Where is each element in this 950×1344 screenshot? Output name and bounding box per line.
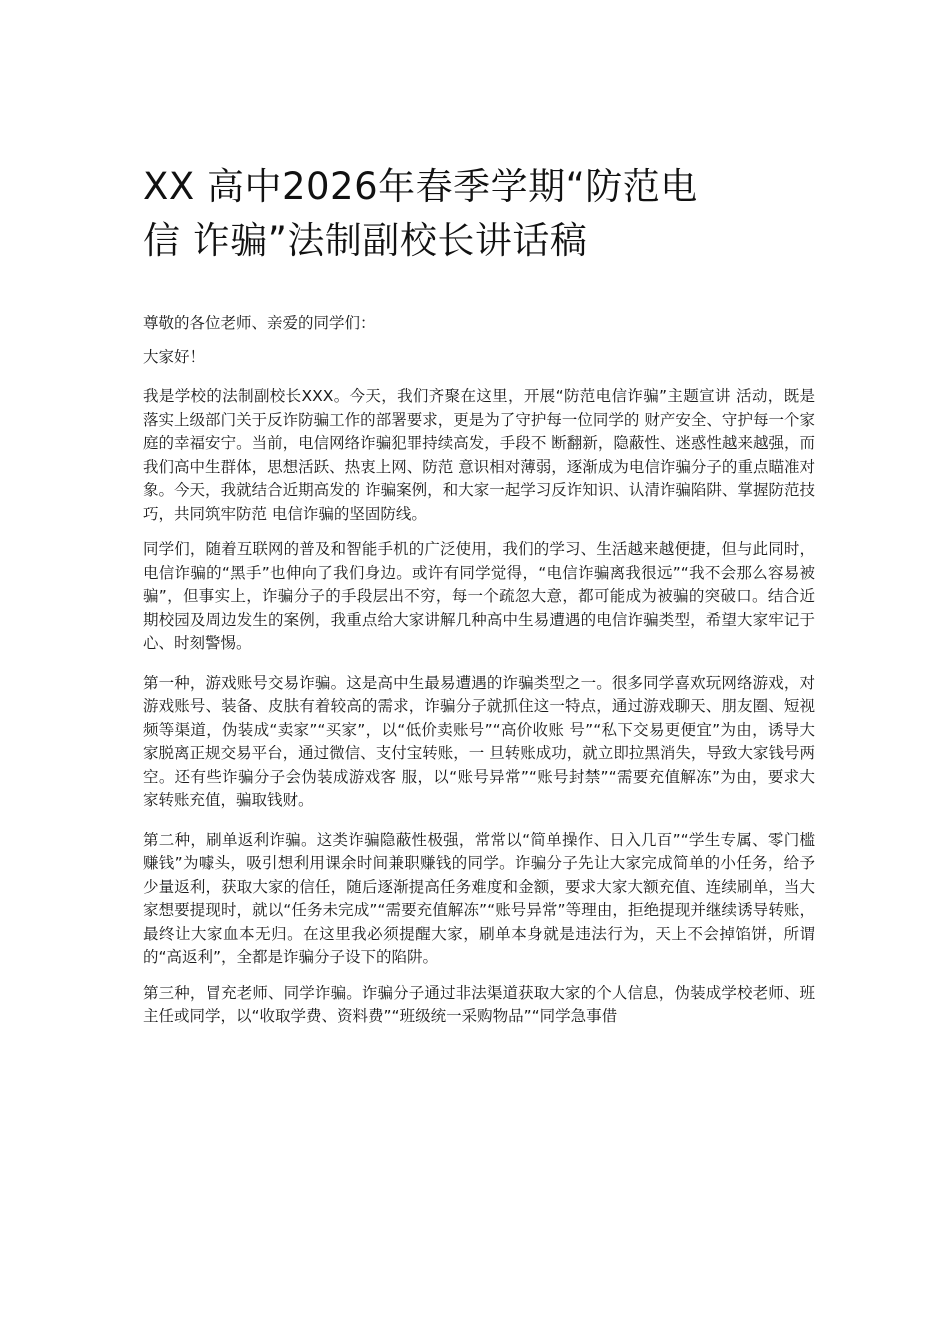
paragraph-order-brushing-fraud: 第二种，刷单返利诈骗。这类诈骗隐蔽性极强，常常以“简单操作、日入几百”“学生专属、零门槛赚钱”为噱头，吸引想利用课余时间兼职赚钱的同学。诈骗分子先让大家完成简单的小任务，给予少量返利，获取大家的信任，随后逐渐提高任务难度和金额，要求大家大额充值、连续刷单，当大家想要提现时，就以“任务未完成”“需要充值解冻”“账号异常”等理由，拒绝提现并继续诱导转账，最终让大家血本无归。在这里我必须提醒大家，刷单本身就是违法行为，天上不会掉馅饼，所谓的“高返利”，全都是诈骗分子设下的陷阱。 — [143, 830, 815, 966]
paragraph-impersonation-fraud: 第三种，冒充老师、同学诈骗。诈骗分子通过非法渠道获取大家的个人信息，伪装成学校老师、班主任或同学，以“收取学费、资料费”“班级统一采购物品”“同学急事借 — [143, 983, 815, 1025]
page-title — [143, 160, 823, 268]
greeting: 大家好！ — [143, 347, 206, 366]
paragraph-introduction: 我是学校的法制副校长XXX。今天，我们齐聚在这里，开展“防范电信诈骗”主题宣讲 活动，既是落实上级部门关于反诈防骗工作的部署要求，更是为了守护每一位同学的 财产安全、守护每一个家庭的幸福安宁。当前，电信网络诈骗犯罪持续高发，手段不 断翻新，隐蔽性、迷惑性越来越强，而我们高中生群体，思想活跃、热衷上网、防范 意识相对薄弱，逐渐成为电信诈骗分子的重点瞄准对象。今天，我就结合近期高发的 诈骗案例，和大家一起学习反诈知识、认清诈骗陷阱、掌握防范技巧，共同筑牢防范 电信诈骗的坚固防线。 — [143, 387, 815, 523]
title-line-2: 信 诈骗”法制副校长讲话稿 — [143, 219, 588, 262]
salutation: 尊敬的各位老师、亲爱的同学们： — [143, 314, 376, 332]
paragraph-overview: 同学们，随着互联网的普及和智能手机的广泛使用，我们的学习、生活越来越便捷，但与此同时，电信诈骗的“黑手”也伸向了我们身边。或许有同学觉得，“电信诈骗离我很远”“我不会那么容易被骗”，但事实上，诈骗分子的手段层出不穷，每一个疏忽大意，都可能成为被骗的突破口。结合近期校园及周边发生的案例，我重点给大家讲解几种高中生易遭遇的电信诈骗类型，希望大家牢记于心、时刻警惕。 — [143, 540, 815, 652]
speech-body — [143, 312, 815, 1041]
title-line-1: XX 高中2026年春季学期“防范电 — [143, 165, 698, 208]
paragraph-game-account-fraud: 第一种，游戏账号交易诈骗。这是高中生最易遭遇的诈骗类型之一。很多同学喜欢玩网络游戏，对游戏账号、装备、皮肤有着较高的需求，诈骗分子就抓住这一特点，通过游戏聊天、朋友圈、短视频等渠道，伪装成“卖家”“买家”，以“低价卖账号”“高价收账 号”“私下交易更便宜”为由，诱导大家脱离正规交易平台，通过微信、支付宝转账，一 旦转账成功，就立即拉黑消失，导致大家钱号两空。还有些诈骗分子会伪装成游戏客 服，以“账号异常”“账号封禁”“需要充值解冻”为由，要求大家转账充值，骗取钱财。 — [143, 673, 815, 809]
